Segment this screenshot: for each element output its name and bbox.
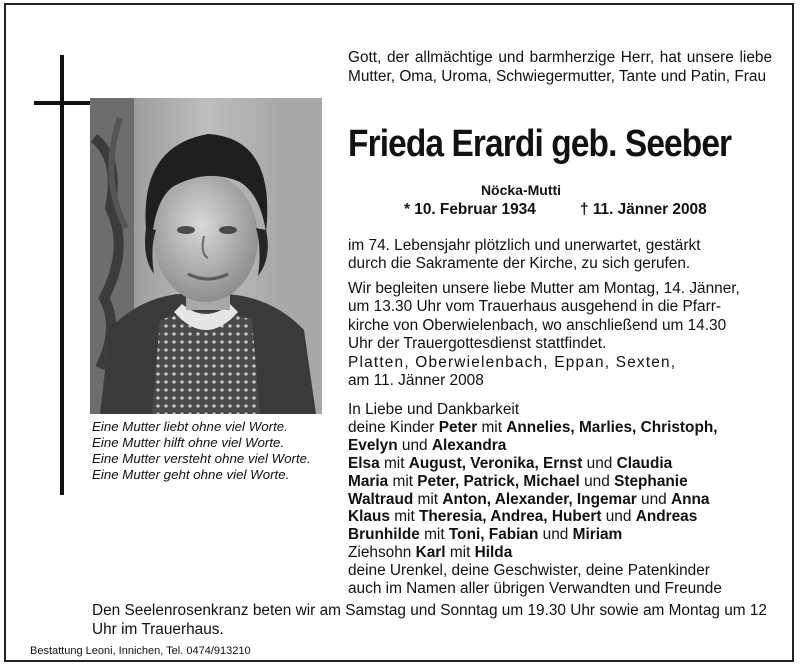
poem-line: Eine Mutter versteht ohne viel Worte.	[92, 451, 311, 466]
portrait-photo	[90, 98, 322, 414]
cross-icon	[60, 55, 64, 495]
poem	[92, 419, 311, 483]
family-line: Klaus mit Theresia, Andrea, Hubert und Andreas	[348, 508, 698, 526]
family-line: deine Urenkel, deine Geschwister, deine Patenkinder	[348, 562, 710, 580]
deceased-name: Frieda Erardi geb. Seeber	[348, 123, 732, 165]
text-line: um 13.30 Uhr vom Trauerhaus ausgehend in die Pfarr-	[348, 298, 721, 316]
undertaker-info: Bestattung Leoni, Innichen, Tel. 0474/913210	[30, 645, 251, 657]
family-line: Waltraud mit Anton, Alexander, Ingemar und Anna	[348, 490, 710, 508]
family-line: Elsa mit August, Veronika, Ernst und Claudia	[348, 454, 673, 472]
death-info	[348, 237, 772, 274]
death-date: † 11. Jänner 2008	[580, 201, 707, 218]
text-line: durch die Sakramente der Kirche, zu sich gerufen.	[348, 255, 691, 273]
family-line: Evelyn und Alexandra	[348, 436, 507, 454]
poem-line: Eine Mutter hilft ohne viel Worte.	[92, 435, 285, 450]
date-line: am 11. Jänner 2008	[348, 372, 484, 390]
birth-date: * 10. Februar 1934	[404, 201, 536, 218]
poem-line: Eine Mutter geht ohne viel Worte.	[92, 467, 290, 482]
places-line: Platten, Oberwielenbach, Eppan, Sexten,	[348, 354, 677, 371]
intro-text: Gott, der allmächtige und barmherzige Herr, hat unsere liebe Mutter, Oma, Uroma, Schwiegermutter, Tante und Patin, Frau	[348, 49, 772, 85]
text-line: im 74. Lebensjahr plötzlich und unerwartet, gestärkt	[348, 237, 701, 254]
text-line: Uhr der Trauergottesdienst stattfindet.	[348, 335, 607, 353]
family-line: auch im Namen aller übrigen Verwandten und Freunde	[348, 580, 722, 598]
nickname: Nöcka-Mutti	[480, 182, 562, 198]
text-line: Wir begleiten unsere liebe Mutter am Montag, 14. Jänner,	[348, 280, 740, 297]
rosary-notice: Den Seelenrosenkranz beten wir am Samstag und Sonntag um 19.30 Uhr sowie am Montag um 12 Uhr im Trauerhaus.	[92, 602, 767, 638]
place-date	[348, 354, 772, 391]
family-line: Maria mit Peter, Patrick, Michael und Stephanie	[348, 472, 688, 490]
family-opening: In Liebe und Dankbarkeit	[348, 401, 520, 418]
family-list	[348, 401, 778, 598]
obituary-notice	[4, 3, 794, 662]
cross-icon-bar	[34, 101, 92, 105]
poem-line: Eine Mutter liebt ohne viel Worte.	[92, 419, 288, 434]
text-line: kirche von Oberwielenbach, wo anschließend um 14.30	[348, 316, 727, 334]
family-line: Brunhilde mit Toni, Fabian und Miriam	[348, 526, 623, 544]
funeral-info	[348, 280, 772, 354]
family-line: deine Kinder Peter mit Annelies, Marlies, Christoph,	[348, 418, 718, 436]
family-line: Ziehsohn Karl mit Hilda	[348, 544, 513, 562]
